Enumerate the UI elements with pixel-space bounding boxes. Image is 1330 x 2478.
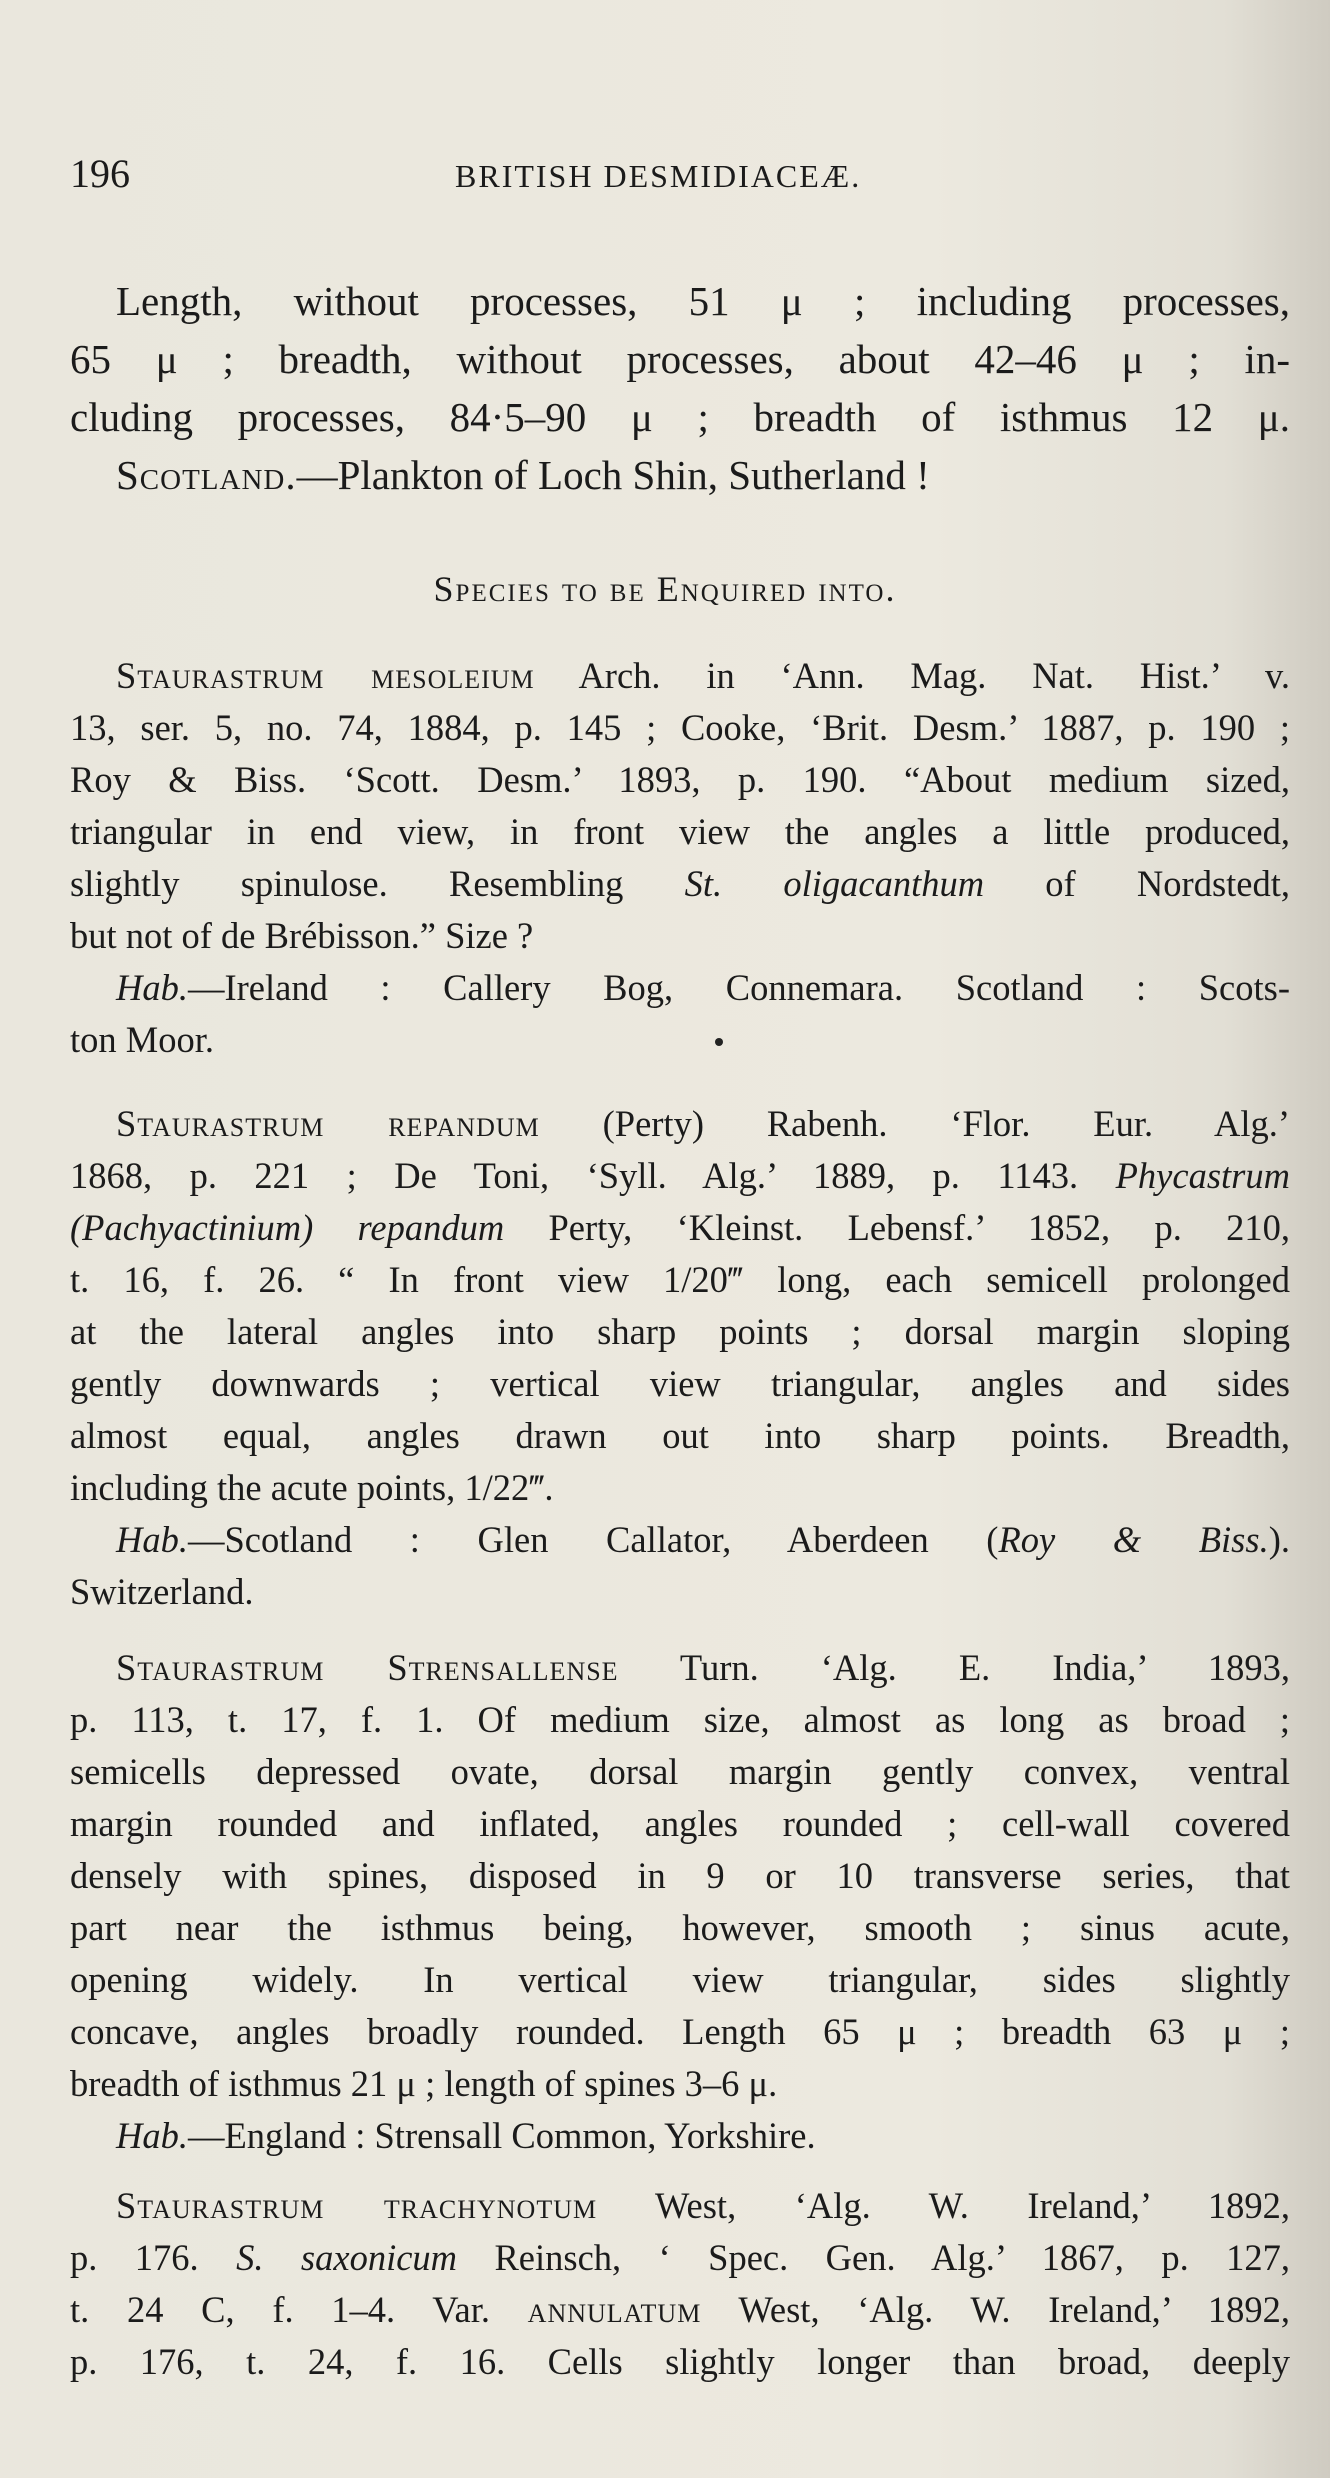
- text-fragment: —England : Strensall Common, Yorkshire.: [187, 2115, 816, 2156]
- text-line: ton Moor.: [70, 1019, 214, 1060]
- text-fragment: ).: [1268, 1519, 1290, 1560]
- intro-paragraph: [70, 272, 1290, 504]
- text-line: [70, 2180, 1290, 2232]
- text-line: [70, 2284, 1290, 2336]
- text-line: [70, 1150, 1290, 1202]
- text-line: p. 176, t. 24, f. 16. Cells slightly longer than broad, deeply: [70, 2341, 1290, 2382]
- italic-species: S. saxonicum: [236, 2237, 458, 2278]
- text-fragment: (Perty) Rabenh. ‘Flor. Eur. Alg.’: [539, 1103, 1291, 1144]
- text-line: [70, 1098, 1290, 1150]
- text-line: but not of de Brébisson.” Size ?: [70, 915, 534, 956]
- italic-species: (Pachyactinium) repandum: [70, 1207, 505, 1248]
- text-line: part near the isthmus being, however, smooth ; sinus acute,: [70, 1907, 1290, 1948]
- habitat-label: Hab.: [116, 967, 188, 1008]
- species-name: Staurastrum trachynotum: [116, 2185, 598, 2226]
- text-line: p. 113, t. 17, f. 1. Of medium size, almost as long as broad ;: [70, 1699, 1290, 1740]
- locality-line: [70, 446, 1290, 504]
- text-fragment: slightly spinulose. Resembling: [70, 863, 685, 904]
- habitat-line: [70, 1514, 1290, 1566]
- section-heading: Species to be Enquired into.: [433, 569, 897, 609]
- locality-text: —Plankton of Loch Shin, Sutherland !: [296, 452, 930, 498]
- habitat-line: [70, 2110, 1290, 2162]
- ink-speck: [715, 1038, 723, 1046]
- species-name: Staurastrum Strensallense: [116, 1647, 619, 1688]
- text-line: margin rounded and inflated, angles rounded ; cell-wall covered: [70, 1803, 1290, 1844]
- text-fragment: West, ‘Alg. W. Ireland,’ 1892,: [701, 2289, 1290, 2330]
- text-fragment: t. 24 C, f. 1–4. Var.: [70, 2289, 528, 2330]
- text-fragment: Reinsch, ‘ Spec. Gen. Alg.’ 1867, p. 127,: [457, 2237, 1291, 2278]
- text-line: [70, 650, 1290, 702]
- text-line: gently downwards ; vertical view triangular, angles and sides: [70, 1363, 1290, 1404]
- text-line: t. 16, f. 26. “ In front view 1/20‴ long, each semicell prolonged: [70, 1259, 1290, 1300]
- italic-authority: Roy & Biss.: [998, 1519, 1269, 1560]
- habitat-label: Hab.: [116, 1519, 188, 1560]
- page-header: [70, 150, 1300, 206]
- page-number: 196: [70, 151, 130, 196]
- species-entry-trachynotum: [70, 2180, 1290, 2388]
- text-line: concave, angles broadly rounded. Length 65 μ ; breadth 63 μ ;: [70, 2011, 1290, 2052]
- text-fragment: —Scotland : Glen Callator, Aberdeen (: [187, 1519, 999, 1560]
- text-fragment: West, ‘Alg. W. Ireland,’ 1892,: [597, 2185, 1291, 2226]
- species-name: Staurastrum repandum: [116, 1103, 540, 1144]
- running-head: BRITISH DESMIDIACEÆ.: [455, 158, 862, 194]
- species-name: Staurastrum mesoleium: [116, 655, 535, 696]
- species-entry-strensallense: [70, 1642, 1290, 2162]
- text-fragment: Perty, ‘Kleinst. Lebensf.’ 1852, p. 210,: [504, 1207, 1290, 1248]
- habitat-label: Hab.: [116, 2115, 188, 2156]
- species-entry-mesoleium: [70, 650, 1290, 1066]
- locality-label: Scotland.: [116, 452, 297, 498]
- text-fragment: Turn. ‘Alg. E. India,’ 1893,: [618, 1647, 1290, 1688]
- text-line: opening widely. In vertical view triangular, sides slightly: [70, 1959, 1290, 2000]
- text-line: Switzerland.: [70, 1571, 254, 1612]
- text-line: cluding processes, 84·5–90 μ ; breadth of isthmus 12 μ.: [70, 394, 1290, 440]
- text-fragment: —Ireland : Callery Bog, Connemara. Scotland : Scots-: [187, 967, 1290, 1008]
- text-line: 13, ser. 5, no. 74, 1884, p. 145 ; Cooke, ‘Brit. Desm.’ 1887, p. 190 ;: [70, 707, 1290, 748]
- text-line: [70, 858, 1290, 910]
- variety-name: annulatum: [527, 2289, 702, 2330]
- text-line: [70, 1642, 1290, 1694]
- text-line: densely with spines, disposed in 9 or 10 transverse series, that: [70, 1855, 1290, 1896]
- text-line: almost equal, angles drawn out into sharp points. Breadth,: [70, 1415, 1290, 1456]
- text-line: Length, without processes, 51 μ ; including processes,: [116, 278, 1290, 324]
- habitat-line: [70, 962, 1290, 1014]
- text-fragment: of Nordstedt,: [984, 863, 1291, 904]
- text-line: [70, 2232, 1290, 2284]
- text-fragment: p. 176.: [70, 2237, 237, 2278]
- text-line: semicells depressed ovate, dorsal margin gently convex, ventral: [70, 1751, 1290, 1792]
- text-fragment: 1868, p. 221 ; De Toni, ‘Syll. Alg.’ 1889, p. 1143.: [70, 1155, 1116, 1196]
- text-line: [70, 1202, 1290, 1254]
- species-entry-repandum: [70, 1098, 1290, 1618]
- text-line: at the lateral angles into sharp points ; dorsal margin sloping: [70, 1311, 1290, 1352]
- text-line: Roy & Biss. ‘Scott. Desm.’ 1893, p. 190. “About medium sized,: [70, 759, 1290, 800]
- text-line: including the acute points, 1/22‴.: [70, 1467, 554, 1508]
- italic-species: Phycastrum: [1115, 1155, 1290, 1196]
- text-line: breadth of isthmus 21 μ ; length of spines 3–6 μ.: [70, 2063, 778, 2104]
- text-fragment: Arch. in ‘Ann. Mag. Nat. Hist.’ v.: [534, 655, 1290, 696]
- italic-species: St. oligacanthum: [684, 863, 985, 904]
- text-line: 65 μ ; breadth, without processes, about 42–46 μ ; in-: [70, 336, 1290, 382]
- text-line: triangular in end view, in front view the angles a little produced,: [70, 811, 1290, 852]
